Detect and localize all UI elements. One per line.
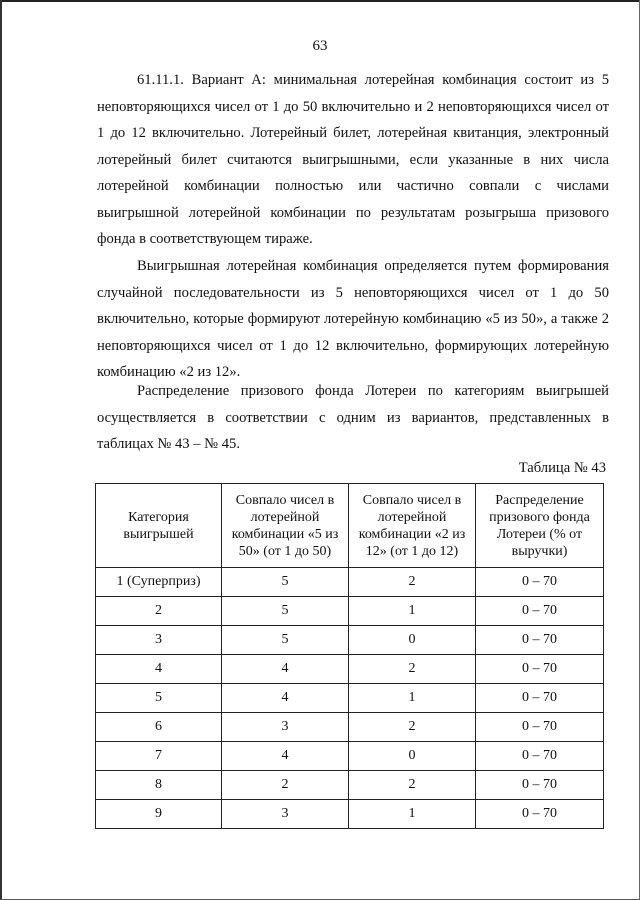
cell-match-extra: 2	[349, 771, 476, 800]
cell-match-extra: 2	[349, 568, 476, 597]
paragraph-winning-combination: Выигрышная лотерейная комбинация определяется путем формирования случайной последовательности из 5 неповторяющихся чисел от 1 до 50 включительно, которые формируют лотерейную комбинацию «5 из 50», а также 2 неповторяющихся чисел от 1 до 12 включительно, формирующих лотерейную комбинацию «2 из 12».	[97, 258, 609, 380]
cell-share: 0 – 70	[476, 597, 604, 626]
cell-match-extra: 2	[349, 713, 476, 742]
cell-match-main: 3	[222, 713, 349, 742]
table-row	[96, 800, 604, 829]
table-caption: Таблица № 43	[518, 460, 606, 476]
cell-match-main: 5	[222, 568, 349, 597]
cell-match-extra: 0	[349, 742, 476, 771]
cell-share: 0 – 70	[476, 626, 604, 655]
prize-table	[95, 483, 604, 829]
cell-match-extra: 1	[349, 684, 476, 713]
header-category: Категория выигрышей	[96, 484, 222, 568]
cell-category: 9	[96, 800, 222, 829]
cell-share: 0 – 70	[476, 742, 604, 771]
cell-match-extra: 2	[349, 655, 476, 684]
cell-match-extra: 1	[349, 597, 476, 626]
cell-category: 2	[96, 597, 222, 626]
cell-match-extra: 1	[349, 800, 476, 829]
cell-share: 0 – 70	[476, 684, 604, 713]
header-prize-share: Распределение призового фонда Лотереи (% от выручки)	[476, 484, 604, 568]
cell-share: 0 – 70	[476, 771, 604, 800]
header-match-5-of-50: Совпало чисел в лотерейной комбинации «5 из 50» (от 1 до 50)	[222, 484, 349, 568]
cell-share: 0 – 70	[476, 655, 604, 684]
cell-match-main: 5	[222, 626, 349, 655]
cell-share: 0 – 70	[476, 713, 604, 742]
cell-share: 0 – 70	[476, 568, 604, 597]
table-row	[96, 626, 604, 655]
cell-category: 1 (Суперприз)	[96, 568, 222, 597]
table-row	[96, 655, 604, 684]
table-row	[96, 713, 604, 742]
cell-match-main: 5	[222, 597, 349, 626]
table-header-row	[96, 484, 604, 568]
table-row	[96, 771, 604, 800]
table-row	[96, 568, 604, 597]
cell-share: 0 – 70	[476, 800, 604, 829]
paragraph-prize-distribution: Распределение призового фонда Лотереи по категориям выигрышей осуществляется в соответствии с одним из вариантов, представленных в таблицах № 43 – № 45.	[97, 383, 609, 452]
cell-match-extra: 0	[349, 626, 476, 655]
header-match-2-of-12: Совпало чисел в лотерейной комбинации «2 из 12» (от 1 до 12)	[349, 484, 476, 568]
cell-category: 4	[96, 655, 222, 684]
paragraph-variant-a: 61.11.1. Вариант А: минимальная лотерейная комбинация состоит из 5 неповторяющихся чисел от 1 до 50 включительно и 2 неповторяющихся чисел от 1 до 12 включительно. Лотерейный билет, лотерейная квитанция, электронный лотерейный билет считаются выигрышными, если указанные в них числа лотерейной комбинации полностью или частично совпали с числами выигрышной лотерейной комбинации по результатам розыгрыша призового фонда в соответствующем тираже.	[97, 72, 609, 247]
scan-edge-left	[0, 0, 2, 900]
cell-category: 3	[96, 626, 222, 655]
table-row	[96, 742, 604, 771]
cell-category: 7	[96, 742, 222, 771]
cell-match-main: 4	[222, 655, 349, 684]
cell-match-main: 3	[222, 800, 349, 829]
cell-category: 5	[96, 684, 222, 713]
cell-match-main: 2	[222, 771, 349, 800]
cell-category: 8	[96, 771, 222, 800]
scan-edge-top	[0, 0, 640, 2]
cell-match-main: 4	[222, 742, 349, 771]
cell-category: 6	[96, 713, 222, 742]
table-row	[96, 684, 604, 713]
cell-match-main: 4	[222, 684, 349, 713]
table-row	[96, 597, 604, 626]
page-number: 63	[312, 38, 328, 54]
